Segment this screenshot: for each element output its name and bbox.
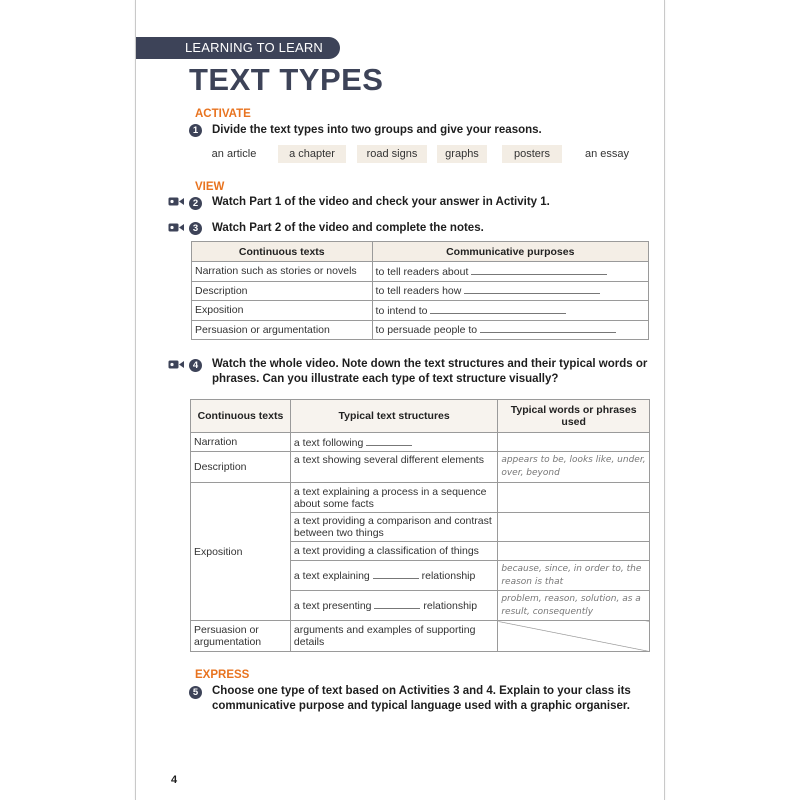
purpose-prompt: to persuade people to [375, 324, 478, 337]
crossed-out-cell [498, 621, 650, 652]
table-row [191, 452, 650, 483]
table-row [191, 621, 650, 652]
text-type-chip: graphs [437, 145, 487, 163]
answer-blank[interactable] [373, 569, 419, 579]
structure-prompt: a text following [293, 436, 364, 449]
table-cell [372, 262, 648, 282]
express-heading: EXPRESS [195, 669, 250, 681]
table-row [192, 320, 649, 340]
communicative-purposes-table [191, 241, 649, 340]
activity-3-number: 3 [189, 222, 202, 235]
structure-prompt: relationship [423, 600, 478, 612]
purpose-prompt: to intend to [375, 304, 428, 317]
table-cell[interactable] [498, 483, 650, 513]
text-type-chip: an article [211, 148, 257, 160]
structure-prompt: a text explaining [293, 570, 370, 582]
purpose-prompt: to tell readers how [375, 285, 462, 298]
answer-blank[interactable] [430, 304, 566, 314]
table-cell: Persuasion or argumentation [191, 621, 291, 652]
text-type-chip: a chapter [278, 145, 346, 163]
answer-blank[interactable] [374, 599, 420, 609]
table-row [191, 483, 650, 513]
table-cell[interactable] [498, 513, 650, 542]
answer-blank[interactable] [366, 436, 412, 446]
activity-1-number: 1 [189, 124, 202, 137]
table-cell: a text providing a comparison and contrast between two things [290, 513, 497, 542]
structure-prompt: a text presenting [293, 600, 372, 612]
table-cell: a text providing a classification of things [290, 542, 497, 561]
view-heading: VIEW [195, 181, 225, 193]
page-title: TEXT TYPES [189, 62, 384, 97]
text-type-chip: an essay [584, 148, 630, 160]
table-cell: Exposition [191, 483, 291, 621]
video-camera-icon [168, 196, 185, 207]
activate-heading: ACTIVATE [195, 108, 251, 120]
text-types-list [192, 145, 647, 163]
text-type-chip: posters [502, 145, 562, 163]
table-cell [290, 433, 497, 452]
table-header: Communicative purposes [372, 242, 648, 262]
table-cell: Narration such as stories or novels [192, 262, 373, 282]
table-row [191, 433, 650, 452]
table-cell: Narration [191, 433, 291, 452]
page-number: 4 [171, 774, 178, 786]
activity-2-text: Watch Part 1 of the video and check your answer in Activity 1. [212, 196, 550, 208]
activity-3-text: Watch Part 2 of the video and complete the notes. [212, 222, 484, 234]
table-cell [372, 320, 648, 340]
table-header: Typical words or phrases used [498, 400, 650, 433]
purpose-prompt: to tell readers about [375, 265, 469, 278]
table-cell: Description [191, 452, 291, 483]
activity-4-number: 4 [189, 359, 202, 372]
table-cell: arguments and examples of supporting details [290, 621, 497, 652]
answer-blank[interactable] [471, 265, 607, 275]
table-cell: Description [192, 281, 373, 301]
table-cell: Exposition [192, 301, 373, 321]
table-cell[interactable] [498, 433, 650, 452]
table-row [192, 281, 649, 301]
table-cell [372, 281, 648, 301]
answer-blank[interactable] [464, 284, 600, 294]
table-cell[interactable] [498, 542, 650, 561]
table-header: Typical text structures [290, 400, 497, 433]
answer-blank[interactable] [480, 323, 616, 333]
video-camera-icon [168, 222, 185, 233]
activity-5-number: 5 [189, 686, 202, 699]
table-header: Continuous texts [191, 400, 291, 433]
text-structures-table [190, 399, 650, 652]
text-type-chip: road signs [357, 145, 427, 163]
handwritten-answer: appears to be, looks like, under, over, beyond [498, 452, 650, 483]
activity-4-line-1: Watch the whole video. Note down the text structures and their typical words or [212, 358, 648, 370]
table-cell: a text explaining a process in a sequence about some facts [290, 483, 497, 513]
handwritten-answer: problem, reason, solution, as a result, consequently [498, 591, 650, 621]
structure-prompt: relationship [421, 570, 476, 582]
table-header: Continuous texts [192, 242, 373, 262]
handwritten-answer: because, since, in order to, the reason is that [498, 561, 650, 591]
table-cell: Persuasion or argumentation [192, 320, 373, 340]
activity-2-number: 2 [189, 197, 202, 210]
activity-1-text: Divide the text types into two groups and give your reasons. [212, 124, 542, 136]
table-cell [290, 591, 497, 621]
table-cell: a text showing several different elements [290, 452, 497, 483]
video-camera-icon [168, 359, 185, 370]
activity-5-line-1: Choose one type of text based on Activities 3 and 4. Explain to your class its [212, 685, 631, 697]
table-cell [290, 561, 497, 591]
table-row [192, 262, 649, 282]
activity-5-line-2: communicative purpose and typical language used with a graphic organiser. [212, 700, 630, 712]
table-row [192, 301, 649, 321]
textbook-page [135, 0, 665, 800]
section-banner: LEARNING TO LEARN [136, 37, 340, 59]
table-cell [372, 301, 648, 321]
activity-4-line-2: phrases. Can you illustrate each type of text structure visually? [212, 373, 559, 385]
